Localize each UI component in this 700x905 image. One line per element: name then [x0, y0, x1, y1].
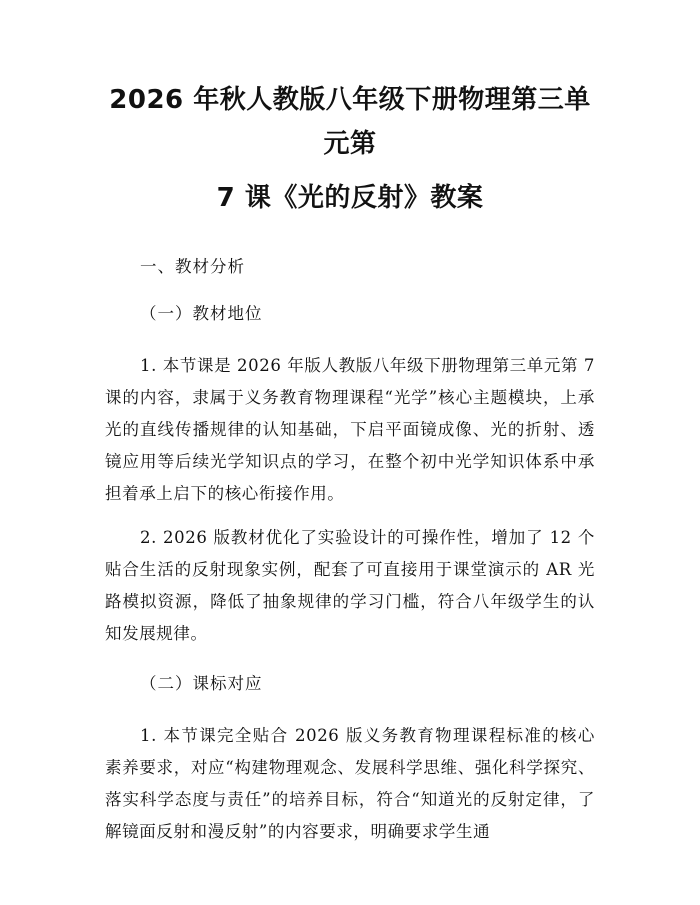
title-line-1: 2026 年秋人教版八年级下册物理第三单元第: [109, 85, 591, 159]
subsection-heading-curriculum-standard: （二）课标对应: [140, 674, 263, 693]
paragraph-3: 1. 本节课完全贴合 2026 版义务教育物理课程标准的核心素养要求，对应“构建物理观念、发展科学思维、强化科学探究、落实科学态度与责任”的培养目标，符合“知道光的反射定律，了解镜面反射和漫反射”的内容要求，明确要求学生通: [105, 726, 595, 841]
paragraph-2: 2. 2026 版教材优化了实验设计的可操作性，增加了 12 个贴合生活的反射现象实例，配套了可直接用于课堂演示的 AR 光路模拟资源，降低了抽象规律的学习门槛，符合八年级学生的认知发展规律。: [105, 528, 595, 643]
document-title: [105, 78, 595, 220]
section-heading-textbook-analysis: 一、教材分析: [140, 257, 245, 276]
subsection-heading-textbook-position: （一）教材地位: [140, 304, 263, 323]
title-line-2: 7 课《光的反射》教案: [216, 183, 484, 213]
paragraph-1: 1. 本节课是 2026 年版人教版八年级下册物理第三单元第 7 课的内容，隶属于义务教育物理课程“光学”核心主题模块，上承光的直线传播规律的认知基础，下启平面镜成像、光的折射、透镜应用等后续光学知识点的学习，在整个初中光学知识体系中承担着承上启下的核心衔接作用。: [105, 356, 595, 503]
